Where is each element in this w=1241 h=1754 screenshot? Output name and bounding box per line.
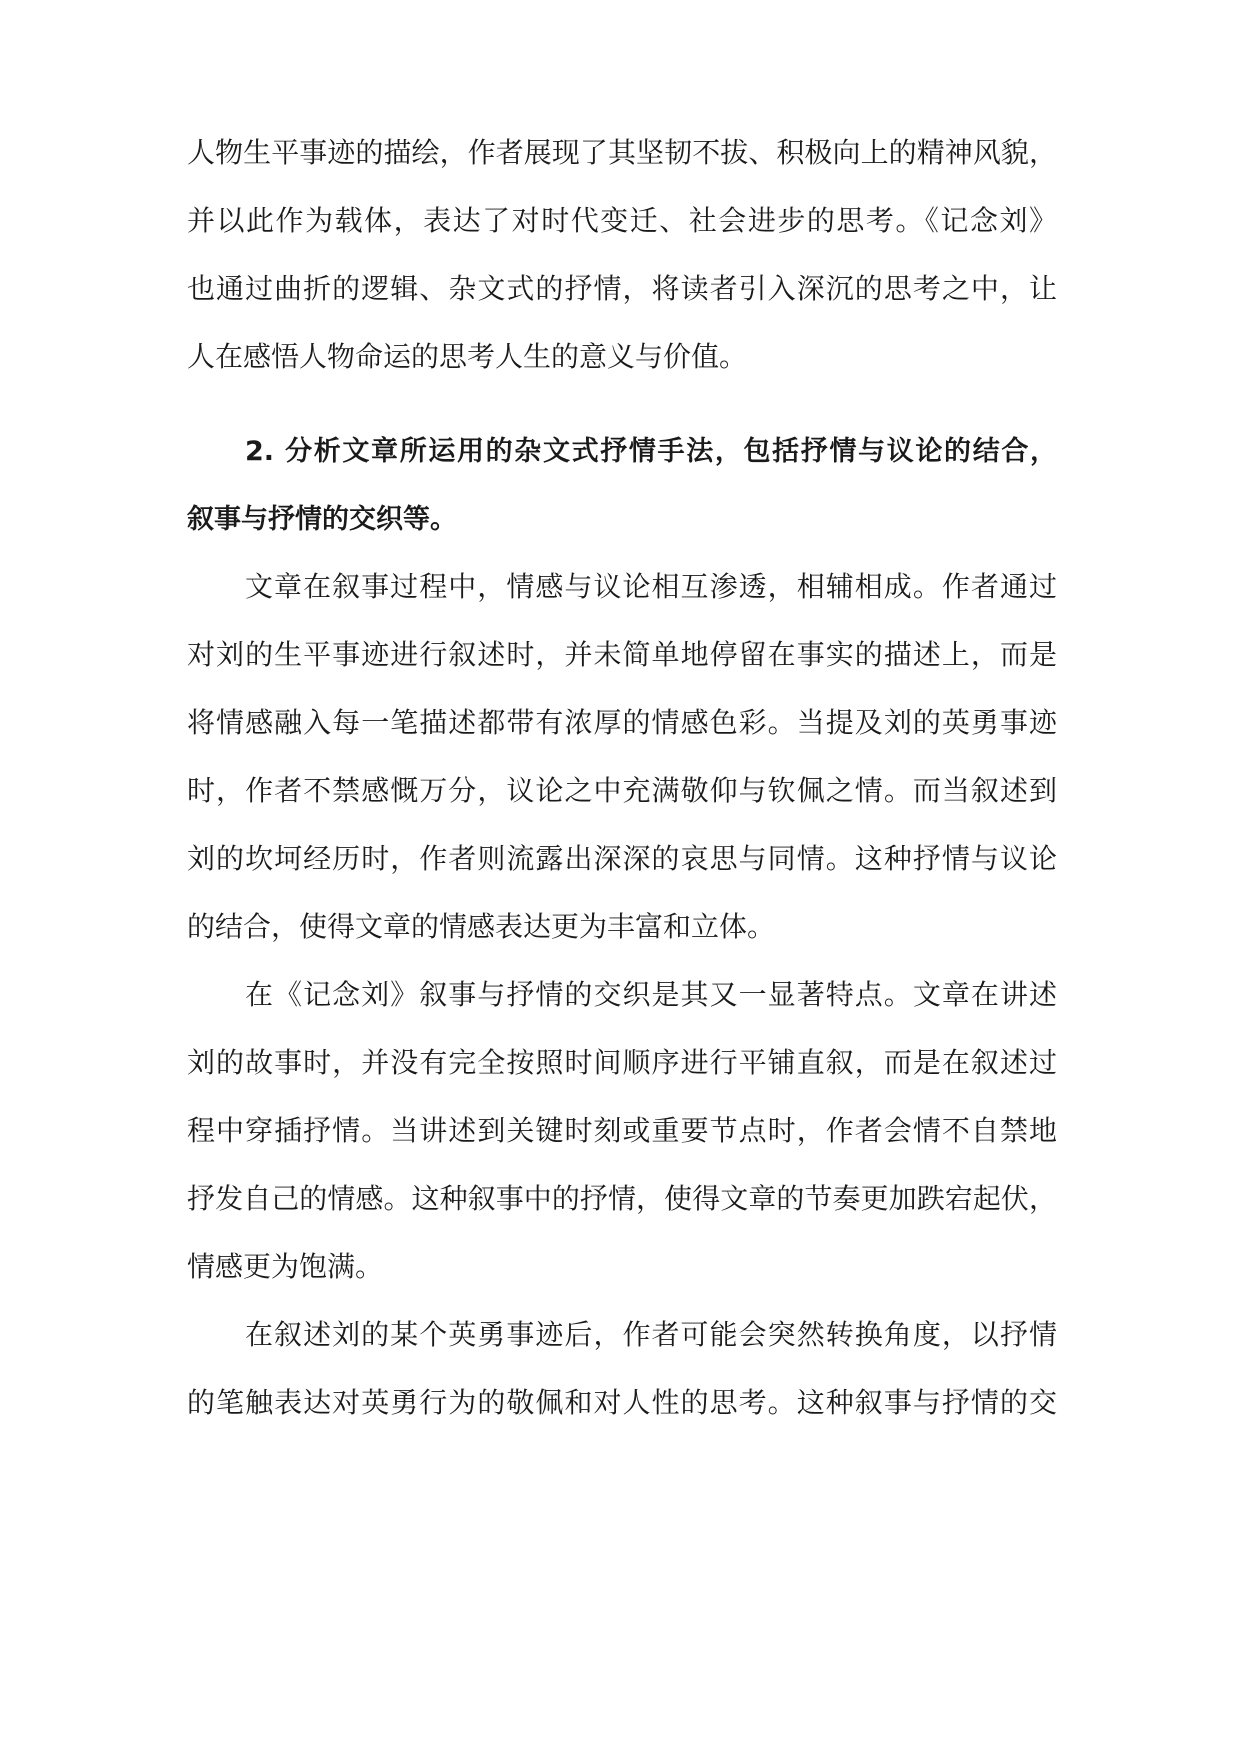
text-line: 对刘的生平事迹进行叙述时，并未简单地停留在事实的描述上，而是 [187,638,1057,671]
text-line: 刘的故事时，并没有完全按照时间顺序进行平铺直叙，而是在叙述过 [187,1046,1057,1079]
text-line: 文章在叙事过程中，情感与议论相互渗透，相辅相成。作者通过 [245,570,1057,603]
text-line: 时，作者不禁感慨万分，议论之中充满敬仰与钦佩之情。而当叙述到 [187,774,1057,807]
text-line: 情感更为饱满。 [187,1250,384,1283]
text-line: 抒发自己的情感。这种叙事中的抒情，使得文章的节奏更加跌宕起伏， [187,1182,1057,1215]
text-line: 程中穿插抒情。当讲述到关键时刻或重要节点时，作者会情不自禁地 [187,1114,1057,1147]
text-line: 在叙述刘的某个英勇事迹后，作者可能会突然转换角度，以抒情 [245,1318,1057,1351]
text-line: 并以此作为载体，表达了对时代变迁、社会进步的思考。《记念刘》 [187,204,1057,237]
text-line: 人在感悟人物命运的思考人生的意义与价值。 [187,340,748,373]
text-line: 人物生平事迹的描绘，作者展现了其坚韧不拔、积极向上的精神风貌， [187,136,1057,169]
text-line: 在《记念刘》叙事与抒情的交织是其又一显著特点。文章在讲述 [245,978,1057,1011]
text-line: 也通过曲折的逻辑、杂文式的抒情，将读者引入深沉的思考之中，让 [187,272,1057,305]
text-line: 刘的坎坷经历时，作者则流露出深深的哀思与同情。这种抒情与议论 [187,842,1057,875]
heading-line: 2. 分析文章所运用的杂文式抒情手法，包括抒情与议论的结合， [245,436,1057,467]
text-line: 将情感融入每一笔描述都带有浓厚的情感色彩。当提及刘的英勇事迹 [187,706,1057,739]
heading-line: 叙事与抒情的交织等。 [187,504,457,535]
text-line: 的结合，使得文章的情感表达更为丰富和立体。 [187,910,776,943]
text-line: 的笔触表达对英勇行为的敬佩和对人性的思考。这种叙事与抒情的交 [187,1386,1057,1419]
